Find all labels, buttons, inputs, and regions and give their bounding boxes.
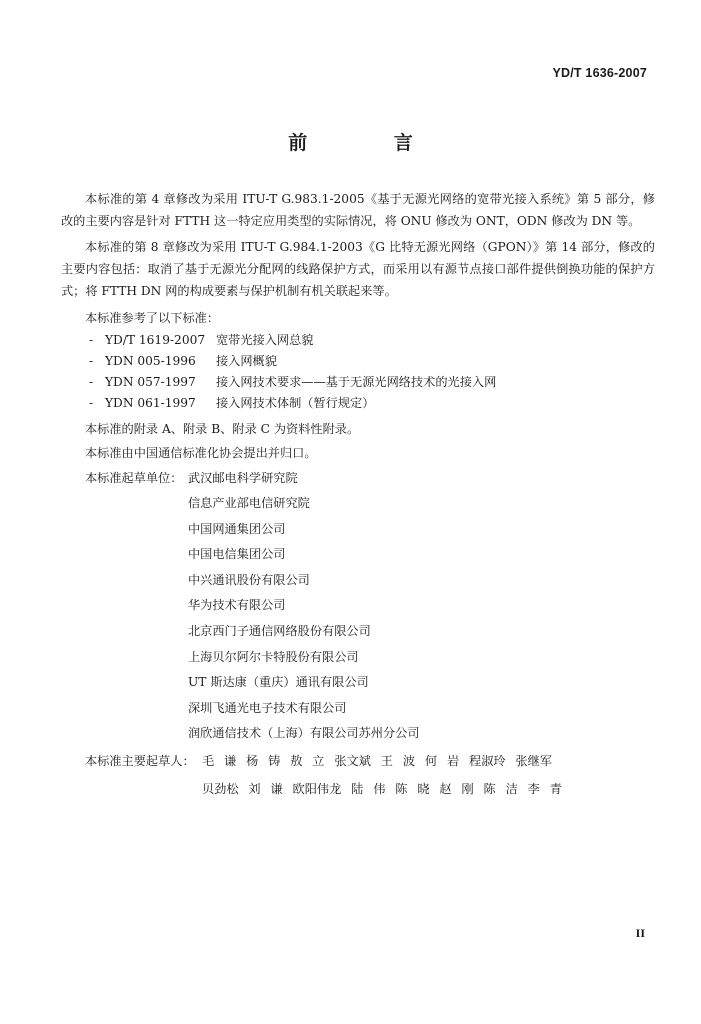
list-dash: - — [89, 354, 94, 368]
references-intro: 本标准参考了以下标准： — [85, 311, 220, 325]
page-title: 前 言 — [288, 132, 453, 154]
drafters-row-2 — [61, 775, 655, 803]
reference-title: 宽带光接入网总貌 — [216, 333, 314, 347]
drafting-org: 中国电信集团公司 — [188, 547, 286, 562]
body-text — [61, 188, 655, 803]
drafting-org: 北京西门子通信网络股份有限公司 — [188, 623, 371, 638]
drafters-names-line-1: 毛 谦 杨 铸 敖 立 张文斌 王 波 何 岩 程淑玲 张继军 — [202, 753, 553, 768]
list-dash: - — [89, 375, 94, 389]
drafting-units-row — [61, 465, 655, 491]
paragraph-chapter-8: 本标准的第 8 章修改为采用 ITU-T G.984.1-2003《G 比特无源光网络（GPON）》第 14 部分，修改的主要内容包括：取消了基于无源光分配网的线路保护方式，而采用以有源节点接口部件提供倒换功能的保护方式；将 FTTH DN 网的构成要素与保护机制有机关联起来等。 — [61, 240, 655, 298]
drafting-org: 上海贝尔阿尔卡特股份有限公司 — [188, 649, 359, 664]
drafting-org: UT 斯达康（重庆）通讯有限公司 — [188, 675, 369, 690]
proposer-note: 本标准由中国通信标准化协会提出并归口。 — [85, 446, 317, 460]
reference-code: YDN 005-1996 — [105, 354, 196, 368]
reference-title: 接入网技术体制（暂行规定） — [216, 396, 375, 410]
drafters-row — [61, 747, 655, 775]
paragraph-chapter-4: 本标准的第 4 章修改为采用 ITU-T G.983.1-2005《基于无源光网络的宽带光接入系统》第 5 部分，修改的主要内容是针对 FTTH 这一特定应用类型的实际情况，将 ONU 修改为 ONT，ODN 修改为 DN 等。 — [61, 192, 655, 228]
reference-item — [61, 351, 655, 372]
drafting-org: 润欣通信技术（上海）有限公司苏州分公司 — [188, 726, 420, 741]
appendix-note: 本标准的附录 A、附录 B、附录 C 为资料性附录。 — [85, 422, 360, 436]
reference-code: YDN 057-1997 — [105, 375, 196, 389]
drafters-label: 本标准主要起草人： — [85, 753, 195, 768]
page-number: II — [635, 926, 645, 940]
reference-item — [61, 330, 655, 351]
list-dash: - — [89, 333, 94, 347]
reference-list — [61, 330, 655, 414]
drafting-org: 中兴通讯股份有限公司 — [188, 572, 310, 587]
reference-item — [61, 393, 655, 414]
list-dash: - — [89, 396, 94, 410]
drafting-org: 深圳飞通光电子技术有限公司 — [188, 700, 347, 715]
reference-code: YDN 061-1997 — [105, 396, 196, 410]
reference-item — [61, 372, 655, 393]
reference-title: 接入网概貌 — [216, 354, 277, 368]
reference-title: 接入网技术要求——基于无源光网络技术的光接入网 — [216, 375, 497, 389]
standard-code: YD/T 1636-2007 — [552, 66, 647, 80]
drafters-names-line-2: 贝劲松 刘 谦 欧阳伟龙 陆 伟 陈 晓 赵 刚 陈 洁 李 青 — [202, 781, 562, 796]
drafting-units-label: 本标准起草单位： — [85, 471, 183, 485]
drafting-org: 武汉邮电科学研究院 — [188, 471, 298, 485]
drafting-org: 信息产业部电信研究院 — [188, 496, 310, 510]
drafting-org: 中国网通集团公司 — [188, 521, 286, 536]
reference-code: YD/T 1619-2007 — [105, 333, 206, 347]
drafting-org: 华为技术有限公司 — [188, 598, 286, 613]
